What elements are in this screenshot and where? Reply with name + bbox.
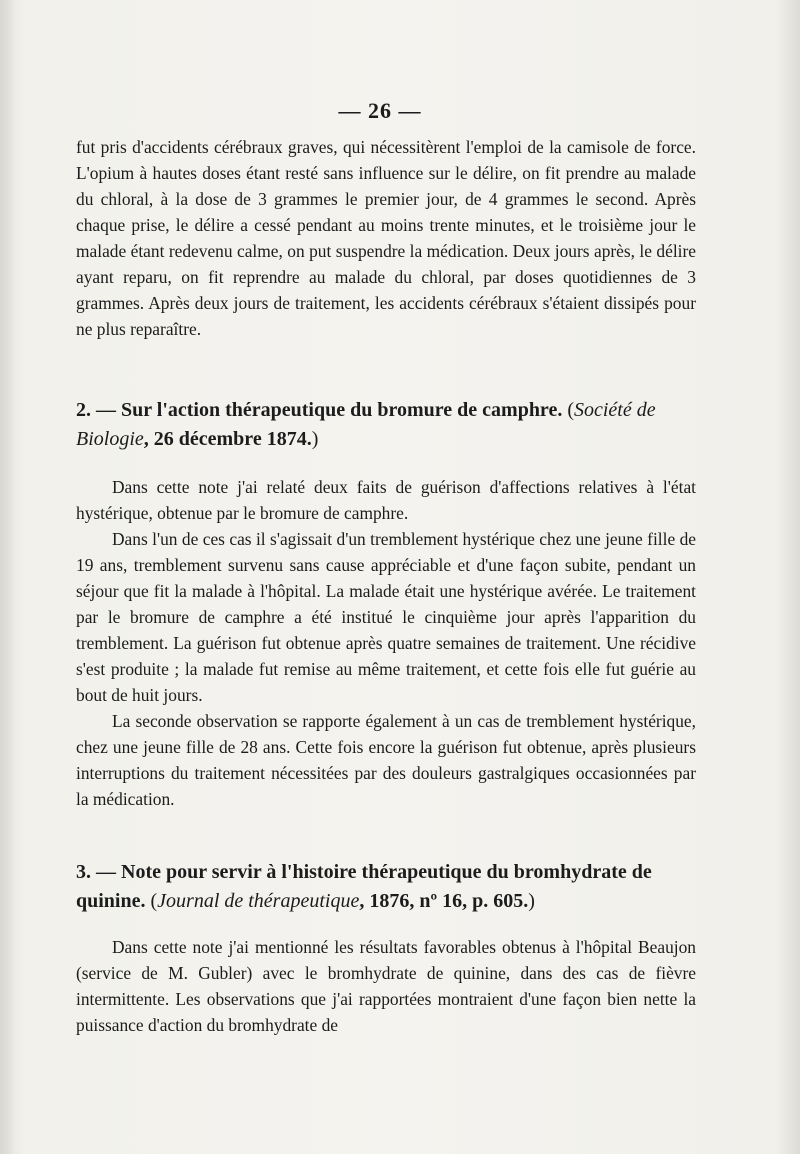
section-3-source-open: ( (150, 890, 158, 912)
section-3-source-title: Journal de thérapeutique (157, 890, 360, 912)
section-3-source-close: ) (528, 890, 535, 912)
section-2-paragraph-2: Dans l'un de ces cas il s'agissait d'un tremblement hystérique chez une jeune fille de 19 ans, tremblement survenu sans cause appréciable et d'une façon subite, pendant un séjour que fit la malade à l'hôpital. La malade était une hystérique avérée. Le traitement par le bromure de camphre a été institué le cinquième jour après l'apparition du tremblement. La guérison fut obtenue après quatre semaines de traitement. Une récidive s'est produite ; la malade fut remise au même traitement, et cette fois elle fut guérie au bout de huit jours. (76, 529, 696, 705)
section-3-paragraph: Dans cette note j'ai mentionné les résultats favorables obtenus à l'hôpital Beaujon (service de M. Gubler) avec le bromhydrate de quinine, dans des cas de fièvre intermittente. Les observations que j'ai rapportées montraient d'une façon bien nette la puissance d'action du bromhydrate de (76, 937, 696, 1035)
section-3-source-date: , 1876, nº 16, p. 605. (359, 890, 529, 912)
page-number: — 26 — (338, 98, 422, 123)
section-2-source-date: , 26 décembre 1874. (143, 428, 312, 450)
section-2-paragraph-3: La seconde observation se rapporte également à un cas de tremblement hystérique, chez une jeune fille de 28 ans. Cette fois encore la guérison fut obtenue, après plusieurs interruptions du traitement nécessitées par des douleurs gastralgiques occasionnées par la médication. (76, 711, 696, 809)
section-3-number: 3. — (76, 861, 116, 883)
section-2-title: Sur l'action thérapeutique du bromure de camphre. (121, 399, 563, 421)
section-3-body (76, 934, 696, 1038)
section-3-heading (76, 858, 701, 916)
intro-text (76, 134, 696, 342)
intro-paragraph: fut pris d'accidents cérébraux graves, qui nécessitèrent l'emploi de la camisole de force. L'opium à hautes doses étant resté sans influence sur le délire, on fit prendre au malade du chloral, à la dose de 3 grammes le premier jour, de 4 grammes le second. Après chaque prise, le délire a cessé pendant au moins trente minutes, et le troisième jour le malade étant redevenu calme, on put suspendre la médication. Deux jours après, le délire ayant reparu, on fit reprendre au malade du chloral, par doses quotidiennes de 3 grammes. Après deux jours de traitement, les accidents cérébraux s'étaient dissipés pour ne plus reparaître. (76, 137, 696, 339)
section-2-body (76, 474, 696, 812)
page-binding-shadow (0, 0, 14, 1154)
section-2-heading (76, 396, 701, 454)
section-2-number: 2. — (76, 399, 116, 421)
section-2-paragraph-1: Dans cette note j'ai relaté deux faits de guérison d'affections relatives à l'état hystérique, obtenue par le bromure de camphre. (76, 477, 696, 523)
section-2-source-title: Société de Biologie (76, 399, 656, 450)
section-3-title: Note pour servir à l'histoire thérapeutique du bromhydrate de quinine. (76, 861, 652, 912)
section-2-source-open: ( (567, 399, 574, 421)
section-2-source-close: ) (311, 428, 319, 450)
